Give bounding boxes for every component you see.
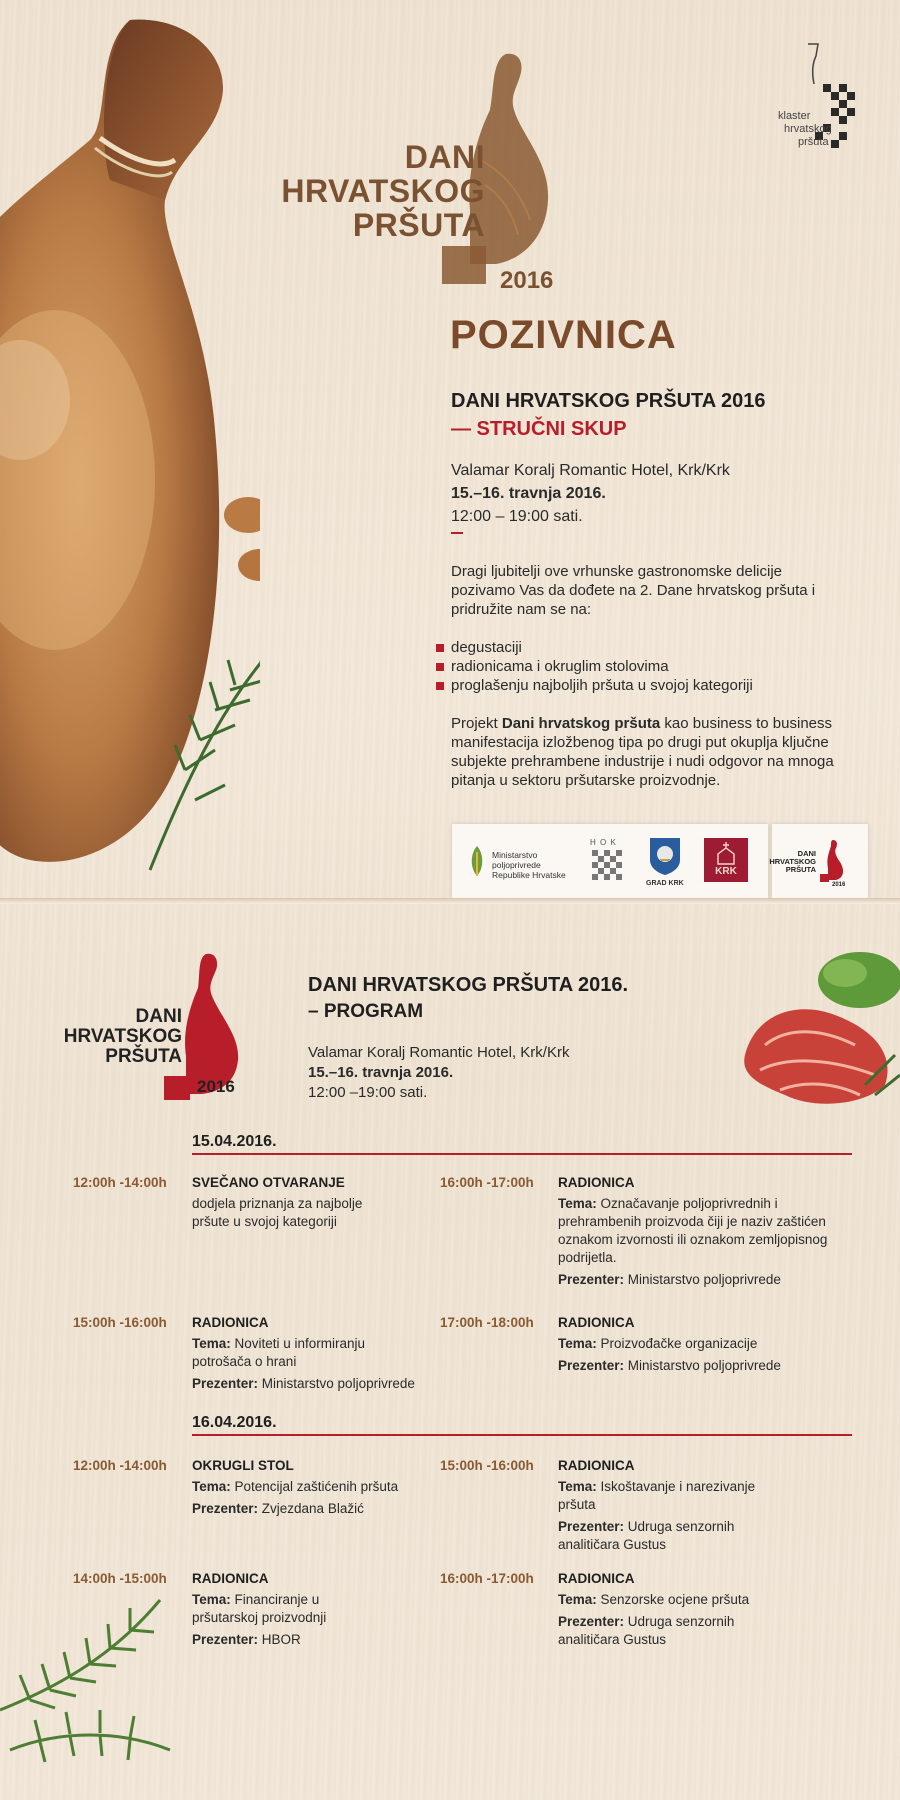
- accent-rule: [451, 532, 463, 534]
- program-event: [558, 1174, 848, 1293]
- event-time: 14:00h -15:00h: [73, 1571, 167, 1586]
- event-time: 12:00h -14:00h: [73, 1458, 167, 1473]
- krk-label: KRK: [715, 866, 737, 877]
- event-presenter: [558, 1357, 848, 1375]
- logo-line-3: PRŠUTA: [352, 207, 485, 243]
- program-event: [192, 1457, 422, 1522]
- prezenter-label: Prezenter:: [558, 1358, 625, 1373]
- mini-logo-line-3: PRŠUTA: [785, 865, 816, 874]
- project-text: [451, 714, 853, 790]
- prezenter-value: Ministarstvo poljoprivrede: [624, 1272, 781, 1287]
- mini-logo-year: 2016: [832, 882, 846, 888]
- day-date: 15.04.2016.: [192, 1133, 277, 1150]
- event-presenter: [192, 1375, 422, 1393]
- mini-ham-icon: [818, 838, 848, 884]
- program-subtitle: – PROGRAM: [308, 1001, 424, 1022]
- ham-image: [0, 10, 260, 890]
- section-divider: [0, 898, 900, 904]
- grad-krk-label: GRAD KRK: [646, 880, 684, 887]
- grad-krk-crest-icon: [648, 836, 682, 876]
- event-presenter: [192, 1500, 422, 1518]
- church-icon: [704, 840, 748, 868]
- ministry-line-3: Republike Hrvatske: [492, 870, 566, 880]
- event-time: 12:00h -14:00h: [73, 1175, 167, 1190]
- prezenter-value: Zvjezdana Blažić: [258, 1501, 364, 1516]
- program-logo-line-1: DANI: [135, 1006, 182, 1027]
- event-time: 16:00h -17:00h: [440, 1571, 534, 1586]
- program-title: DANI HRVATSKOG PRŠUTA 2016.: [308, 974, 629, 996]
- klaster-line-3: pršuta: [798, 136, 829, 148]
- event-dates: 15.–16. travnja 2016.: [451, 485, 606, 502]
- prezenter-label: Prezenter:: [558, 1614, 625, 1629]
- intro-text: Dragi ljubitelji ove vrhunske gastronomske delicije pozivamo Vas da dođete na 2. Dane hrvatskog pršuta i pridružite nam se na:: [451, 563, 816, 618]
- event-title: RADIONICA: [558, 1315, 635, 1330]
- event-time: 17:00h -18:00h: [440, 1315, 534, 1330]
- rosemary-image: [0, 1580, 200, 1780]
- project-prefix: Projekt: [451, 715, 502, 732]
- event-presenter: [192, 1631, 362, 1649]
- page-title: POZIVNICA: [450, 313, 677, 357]
- tema-label: Tema:: [558, 1336, 597, 1351]
- event-presenter: [558, 1613, 758, 1649]
- program-event: [558, 1570, 758, 1653]
- bullet-item: radionicama i okruglim stolovima: [451, 658, 669, 675]
- program-event: [192, 1570, 362, 1653]
- event-time: 15:00h -16:00h: [73, 1315, 167, 1330]
- tema-label: Tema:: [192, 1592, 231, 1607]
- date-rule: [192, 1153, 852, 1155]
- ministry-line-2: poljoprivrede: [492, 860, 541, 870]
- event-title: OKRUGLI STOL: [192, 1458, 294, 1473]
- prezenter-value: Ministarstvo poljoprivrede: [624, 1358, 781, 1373]
- klaster-logo: [768, 40, 863, 150]
- prezenter-value: Udruga senzornih analitičara Gustus: [558, 1614, 735, 1647]
- krk-tourism-logo: [704, 838, 748, 882]
- event-topic: [558, 1591, 758, 1609]
- ministry-line-1: Ministarstvo: [492, 850, 538, 860]
- prezenter-value: Ministarstvo poljoprivrede: [258, 1376, 415, 1391]
- event-topic: [192, 1478, 422, 1496]
- program-event: [192, 1174, 392, 1235]
- ministry-logo-icon: [466, 844, 488, 878]
- event-presenter: [558, 1518, 758, 1554]
- klaster-line-2: hrvatskog: [784, 123, 832, 135]
- event-topic: [558, 1195, 848, 1267]
- event-subtitle: — STRUČNI SKUP: [451, 418, 627, 440]
- program-venue: Valamar Koralj Romantic Hotel, Krk/Krk: [308, 1044, 570, 1061]
- project-name: Dani hrvatskog pršuta: [501, 715, 661, 732]
- tema-label: Tema:: [558, 1196, 597, 1211]
- tema-value: Potencijal zaštićenih pršuta: [230, 1479, 399, 1494]
- bullet-item: degustaciji: [451, 639, 522, 656]
- sponsor-logos: [452, 824, 768, 898]
- program-logo: [60, 952, 270, 1102]
- prezenter-label: Prezenter:: [558, 1272, 625, 1287]
- day-date: 16.04.2016.: [192, 1414, 277, 1431]
- event-topic: [558, 1335, 848, 1353]
- event-title: SVEČANO OTVARANJE: [192, 1175, 345, 1190]
- program-event: [558, 1314, 848, 1379]
- bullet-marker: [436, 644, 444, 652]
- prosciutto-plate-image: [735, 945, 900, 1120]
- event-time: 15:00h -16:00h: [440, 1458, 534, 1473]
- event-title: RADIONICA: [192, 1315, 269, 1330]
- tema-label: Tema:: [192, 1336, 231, 1351]
- project-rest: kao business to business manifestacija izložbenog tipa po drugi put okuplja ključne subjekte prehrambene industrije i nudi odgovor na mnoga pitanja u sektoru pršutarske proizvodnje.: [451, 715, 834, 789]
- logo-line-2: HRVATSKOG: [281, 173, 485, 209]
- event-logo: [281, 50, 610, 310]
- bullet-item: proglašenju najboljih pršuta u svojoj kategoriji: [451, 677, 753, 694]
- event-presenter: [558, 1271, 848, 1289]
- logo-year: 2016: [500, 267, 554, 294]
- date-rule: [192, 1434, 852, 1436]
- tema-value: Proizvođačke organizacije: [596, 1336, 758, 1351]
- tema-label: Tema:: [558, 1479, 597, 1494]
- program-logo-line-2: HRVATSKOG: [63, 1026, 182, 1047]
- tema-label: Tema:: [558, 1592, 597, 1607]
- venue: Valamar Koralj Romantic Hotel, Krk/Krk: [451, 462, 730, 479]
- event-topic: [192, 1335, 392, 1371]
- prezenter-label: Prezenter:: [558, 1519, 625, 1534]
- event-title: DANI HRVATSKOG PRŠUTA 2016: [451, 390, 766, 412]
- logo-line-1: DANI: [404, 139, 485, 175]
- klaster-line-1: klaster: [778, 110, 811, 122]
- event-topic: [192, 1591, 362, 1627]
- prezenter-label: Prezenter:: [192, 1376, 259, 1391]
- mini-logo-line-2: HRVATSKOG: [769, 857, 816, 866]
- event-desc: dodjela priznanja za najbolje pršute u svojoj kategoriji: [192, 1196, 363, 1229]
- tema-value: Noviteti u informiranju potrošača o hrani: [192, 1336, 366, 1369]
- hok-label: H O K: [590, 838, 617, 847]
- event-title: RADIONICA: [558, 1175, 635, 1190]
- tema-value: Senzorske ocjene pršuta: [596, 1592, 750, 1607]
- tema-label: Tema:: [192, 1479, 231, 1494]
- bullet-marker: [436, 682, 444, 690]
- event-title: RADIONICA: [192, 1571, 269, 1586]
- event-hours: 12:00 – 19:00 sati.: [451, 508, 583, 525]
- prezenter-label: Prezenter:: [192, 1501, 259, 1516]
- event-title: RADIONICA: [558, 1571, 635, 1586]
- event-time: 16:00h -17:00h: [440, 1175, 534, 1190]
- program-event: [192, 1314, 422, 1397]
- program-dates: 15.–16. travnja 2016.: [308, 1064, 454, 1081]
- hok-checker-icon: [592, 850, 622, 886]
- prezenter-value: HBOR: [258, 1632, 301, 1647]
- tema-value: Iskoštavanje i narezivanje pršuta: [558, 1479, 756, 1512]
- tema-value: Označavanje poljoprivrednih i prehrambenih proizvoda čiji je naziv zaštićen oznakom izvornosti ili oznakom zemljopisnog podrijetla.: [558, 1196, 828, 1265]
- prezenter-label: Prezenter:: [192, 1632, 259, 1647]
- mini-logo-line-1: DANI: [797, 849, 816, 858]
- program-hours: 12:00 –19:00 sati.: [308, 1084, 428, 1101]
- bullet-marker: [436, 663, 444, 671]
- event-title: RADIONICA: [558, 1458, 635, 1473]
- tema-value: Financiranje u pršutarskoj proizvodnji: [192, 1592, 327, 1625]
- program-logo-year: 2016: [197, 1077, 235, 1096]
- event-topic: [558, 1478, 758, 1514]
- program-logo-line-3: PRŠUTA: [105, 1046, 182, 1067]
- program-event: [558, 1457, 758, 1558]
- sponsor-event-logo: [769, 824, 868, 898]
- prezenter-value: Udruga senzornih analitičara Gustus: [558, 1519, 735, 1552]
